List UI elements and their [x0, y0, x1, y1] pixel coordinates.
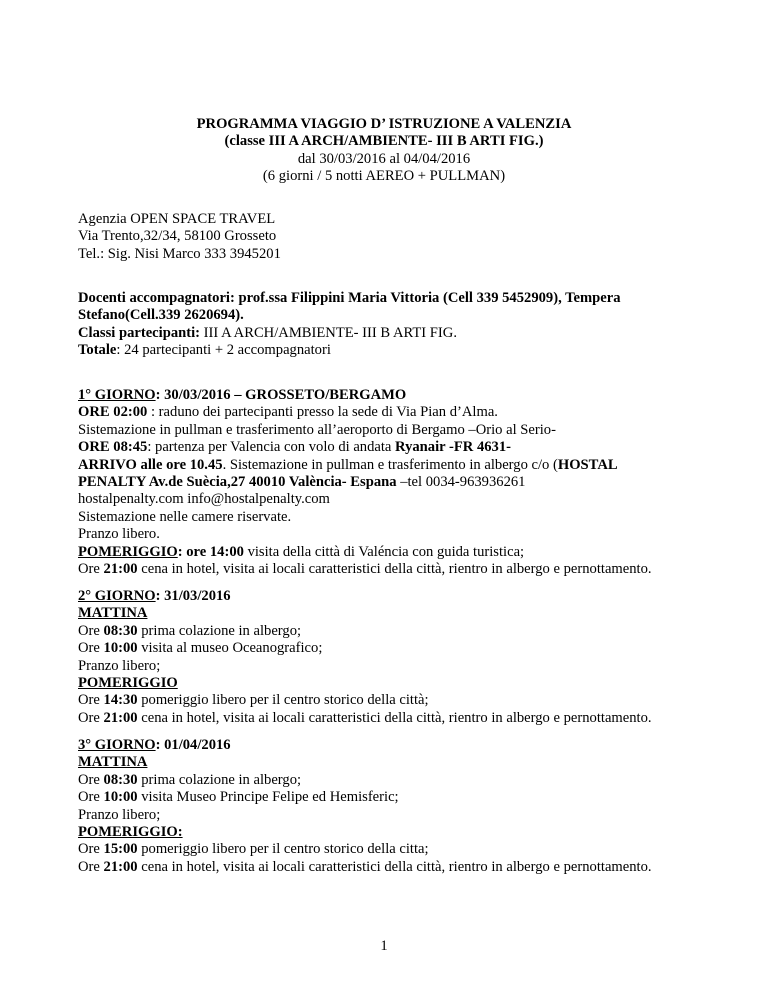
participants-block [78, 290, 738, 360]
day3-text-4: pomeriggio libero per il centro storico della citta; [137, 841, 429, 858]
day2-text-2: visita al museo Oceanografico; [137, 640, 323, 657]
day3-time-2: 10:00 [103, 789, 138, 806]
day2-time-5: 21:00 [103, 709, 138, 726]
day1-text-9: visita della città di Valéncia con guida turistica; [243, 543, 525, 560]
day1-hotel-web: hostalpenalty.com info@hostalpenalty.com [78, 491, 330, 508]
day3-pomeriggio: POMERIGGIO: [78, 824, 183, 841]
day3-ore-1: Ore [78, 771, 104, 788]
day2-heading-label: 2° GIORNO [78, 588, 156, 604]
day2-ore-5: Ore [78, 709, 104, 726]
day3-mattina: MATTINA [78, 754, 148, 771]
day3-text-1: prima colazione in albergo; [137, 771, 302, 788]
day1-pomeriggio-time: : ore 14:00 [177, 543, 244, 560]
day1-flight: Ryanair -FR 4631- [395, 439, 512, 456]
day1-arrival: ARRIVO alle ore 10.45 [78, 456, 223, 473]
day1-time-1: ORE 02:00 [78, 404, 148, 421]
day2-time-2: 10:00 [103, 640, 138, 657]
document-header [0, 116, 768, 186]
day3-ore-2: Ore [78, 789, 104, 806]
day2-mattina: MATTINA [78, 605, 148, 622]
day2-text-3: Pranzo libero; [78, 657, 161, 674]
document-title: PROGRAMMA VIAGGIO D’ ISTRUZIONE A VALENZIA [196, 116, 572, 132]
agency-name: Agenzia OPEN SPACE TRAVEL [78, 211, 276, 227]
day3-heading-rest: : 01/04/2016 [155, 737, 231, 753]
day1-text-7: Sistemazione nelle camere riservate. [78, 508, 292, 525]
day3-text-2: visita Museo Principe Felipe ed Hemisferic; [137, 789, 399, 806]
docenti-label: Docenti accompagnatori: [78, 290, 235, 306]
day2-ore-1: Ore [78, 622, 104, 639]
day3-time-5: 21:00 [103, 858, 138, 875]
day2-section [78, 588, 738, 727]
day1-text-2: Sistemazione in pullman e trasferimento all’aeroporto di Bergamo –Orio al Serio- [78, 421, 556, 438]
day2-ore-2: Ore [78, 640, 104, 657]
classi-value: III A ARCH/AMBIENTE- III B ARTI FIG. [200, 324, 457, 341]
day3-text-5: cena in hotel, visita ai locali caratteristici della città, rientro in albergo e pernottamento. [137, 858, 652, 875]
agency-block [78, 211, 738, 263]
day1-heading-label: 1° GIORNO [78, 387, 156, 403]
day1-text-1: : raduno dei partecipanti presso la sede di Via Pian d’Alma. [147, 404, 498, 421]
day1-hotel: HOSTAL [557, 456, 618, 473]
day3-heading-label: 3° GIORNO [78, 737, 156, 753]
day2-time-1: 08:30 [103, 622, 138, 639]
day3-section [78, 737, 738, 876]
day2-time-4: 14:30 [103, 692, 138, 709]
day1-hotel-tel: –tel 0034-963936261 [396, 474, 526, 491]
day2-text-5: cena in hotel, visita ai locali caratteristici della città, rientro in albergo e pernottamento. [137, 709, 652, 726]
day2-text-4: pomeriggio libero per il centro storico della città; [137, 692, 429, 709]
totale-label: Totale [78, 342, 117, 359]
agency-phone: Tel.: Sig. Nisi Marco 333 3945201 [78, 245, 281, 262]
docenti-line1: prof.ssa Filippini Maria Vittoria (Cell 339 5452909), Tempera [234, 290, 621, 306]
day3-time-1: 08:30 [103, 771, 138, 788]
day1-text-3: : partenza per Valencia con volo di andata [147, 439, 396, 456]
day1-heading-rest: : 30/03/2016 – GROSSETO/BERGAMO [155, 387, 407, 403]
day1-text-8: Pranzo libero. [78, 526, 160, 543]
day3-text-3: Pranzo libero; [78, 806, 161, 823]
day1-hotel-address: PENALTY Av.de Suècia,27 40010 València- Espana [78, 474, 397, 491]
day1-text-4: . Sistemazione in pullman e trasferimento in albergo c/o ( [222, 456, 558, 473]
day1-time-3: ORE 08:45 [78, 439, 148, 456]
day1-ore-10: Ore [78, 561, 104, 578]
docenti-line2: Stefano(Cell.339 2620694). [78, 307, 244, 324]
day2-ore-4: Ore [78, 692, 104, 709]
day2-heading-rest: : 31/03/2016 [155, 588, 231, 604]
trip-dates: dal 30/03/2016 al 04/04/2016 [297, 150, 471, 167]
day1-text-10: cena in hotel, visita ai locali caratteristici della città, rientro in albergo e pernottamento. [137, 561, 652, 578]
classi-label: Classi partecipanti: [78, 324, 201, 341]
agency-address: Via Trento,32/34, 58100 Grosseto [78, 228, 277, 245]
day1-section [78, 387, 738, 578]
document-subtitle: (classe III A ARCH/AMBIENTE- III B ARTI FIG.) [224, 133, 544, 150]
day1-time-10: 21:00 [103, 561, 138, 578]
totale-value: : 24 partecipanti + 2 accompagnatori [116, 342, 331, 359]
day3-time-4: 15:00 [103, 841, 138, 858]
page-number: 1 [380, 938, 388, 954]
trip-duration: (6 giorni / 5 notti AEREO + PULLMAN) [262, 168, 506, 185]
day2-pomeriggio: POMERIGGIO [78, 675, 178, 692]
day3-ore-5: Ore [78, 858, 104, 875]
day1-pomeriggio-label: POMERIGGIO [78, 543, 178, 560]
day3-ore-4: Ore [78, 841, 104, 858]
day2-text-1: prima colazione in albergo; [137, 622, 302, 639]
